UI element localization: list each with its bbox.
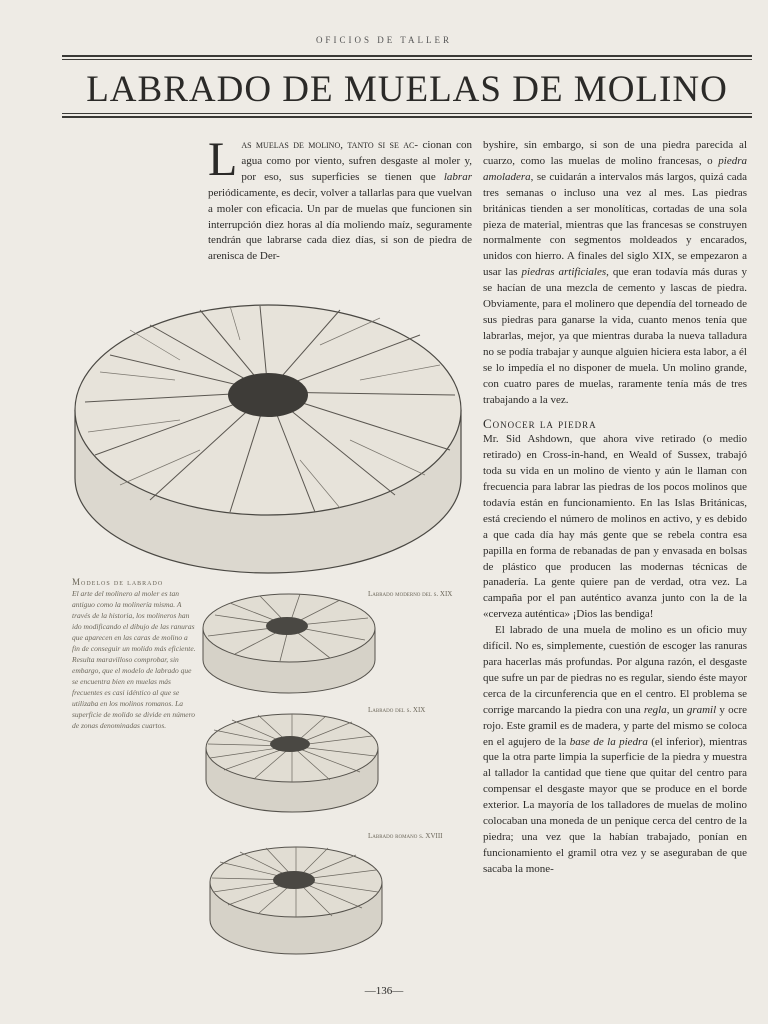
body-italic: piedras artificiales (521, 266, 607, 279)
caption-title: Modelos de labrado (72, 577, 164, 587)
body-text: byshire, sin embargo, si son de una piedra parecida al cuarzo, como las muelas de molino francesas, o (483, 139, 747, 167)
drop-cap: L (208, 133, 238, 186)
page-number: —136— (364, 985, 404, 997)
body-text: periódicamente, es decir, volver a tallarlas para que vuelvan a moler con eficacia. Un par de muelas que funcionen sin interrupción diez horas al día moliendo maíz, seguramente tendrán que labrarse cada diez días, si son de piedra de arenisca de Der- (208, 186, 472, 263)
body-text: (el inferior), mientras que la otra parte limpia la superficie de la piedra y muestra al tallador la cantidad que tiene que quitar del centro para compensar el desgaste mayor que se produce en el borde exterior. La mayoría de los talladores de muelas de molino colocaban una moneda de un penique cerca del centro de la piedra; una vez que la habían trabajado, ponían en funcionamiento el gramil otra vez y se aseguraban de que sacaba la mone- (483, 735, 747, 875)
column-left (208, 133, 473, 265)
page-title: LABRADO DE MUELAS DE MOLINO (86, 69, 728, 110)
nineteenth-century-millstone (206, 714, 378, 812)
body-text: cionan con agua como por viento, sufren desgaste al moler y, por eso, sus superficies se tienen que (241, 139, 473, 183)
body-text: , se cuidarán a intervalos más largos, quizá cada tres semanas o incluso una vez al mes. Las piedras británicas tienden a ser monolíticas, cortadas de una sola pieza de material, mientras que las francesas se construyen normalmente con segmentos moldeados y encarados, unidos con hierro. A finales del siglo XIX, se empezaron a usar las (483, 170, 747, 279)
body-italic: regla (643, 703, 667, 716)
body-text: , un (666, 703, 687, 716)
body-italic: base de la piedra (569, 735, 648, 748)
figure-label: Labrado del s. XIX (368, 706, 426, 714)
figure-label: Labrado romano s. XVIII (368, 832, 443, 840)
body-text: El labrado de una muela de molino es un oficio muy difícil. No es, simplemente, cuestión de escoger las ranuras para hacerlas más profundas. Por alguna razón, el desgaste que sufre un par de piedras no es regular, siendo éste mayor cerca de la circunferencia que en el centro. El problema se corrige marcando la piedra con una (483, 624, 747, 716)
large-millstone-illustration (75, 305, 461, 573)
modern-dress-millstone (203, 594, 375, 693)
body-italic: labrar (443, 170, 472, 183)
body-italic: gramil (686, 703, 717, 716)
figure-caption (72, 577, 197, 731)
figure-label: Labrado moderno del s. XIX (368, 590, 453, 598)
roman-millstone (210, 847, 382, 954)
body-text: y ocre rojo. Este gramil es de madera, y parte del mismo se coloca en el agujero de la (483, 703, 747, 748)
paragraph: Mr. Sid Ashdown, que ahora vive retirado (o medio retirado) en Cross-in-hand, en Weald of Sussex, trabajó toda su vida en un molino de viento y aún le llaman con frecuencia para labrar las piedras de los pocos molinos que todavía están en funcionamiento. En las Islas Británicas, está creciendo el número de molinos en activo, y es debido a que cada día hay más gente que se rebela contra esa papilla en forma de rebanadas de pan y envasada en bolsas de plástico que producen las modernas técnicas de panadería. La gente quiere pan de verdad, otra vez. La campaña por el pan auténtico avanza junto con la de la «cerveza auténtica» ¡Dios las bendiga! (483, 433, 747, 621)
body-italic: piedra amoladera (483, 154, 747, 183)
section-heading: Conocer la piedra (483, 416, 597, 432)
caption-text: El arte del molinero al moler es tan antiguo como la molinería misma. A través de la historia, los molineros han ido modificando el dibujo de las ranuras que aparecen en las caras de molino a fin de conseguir un molido más eficiente. Resulta maravilloso comprobar, sin embargo, que el modelo de labrado que se encuentra bien en muelas más frecuentes es casi idéntico al que se utilizaba en los molinos romanos. La superficie de molido se divide en número de zonas denominadas cuartos. (72, 589, 196, 730)
body-text: , que eran todavía más duras y se hacían de una mezcla de cemento y lascas de piedra. Obviamente, para el molinero que dependía del torneado de sus piedras para ganarse la vida, cuanto menos tenía que labrarlas, mejor, ya que mientras duraba la nueva talladura no se podía trabajar y aunque alguien hiciera esta labor, a él se lo impedía el no disponer de muela. Un molino grande, con cuatro pares de muelas, raramente tenía más de tres trabajando a la vez. (483, 266, 748, 406)
column-right (483, 138, 747, 878)
lead-in: as muelas de molino, tanto si se ac- (241, 139, 419, 151)
running-header: OFICIOS DE TALLER (315, 35, 453, 45)
